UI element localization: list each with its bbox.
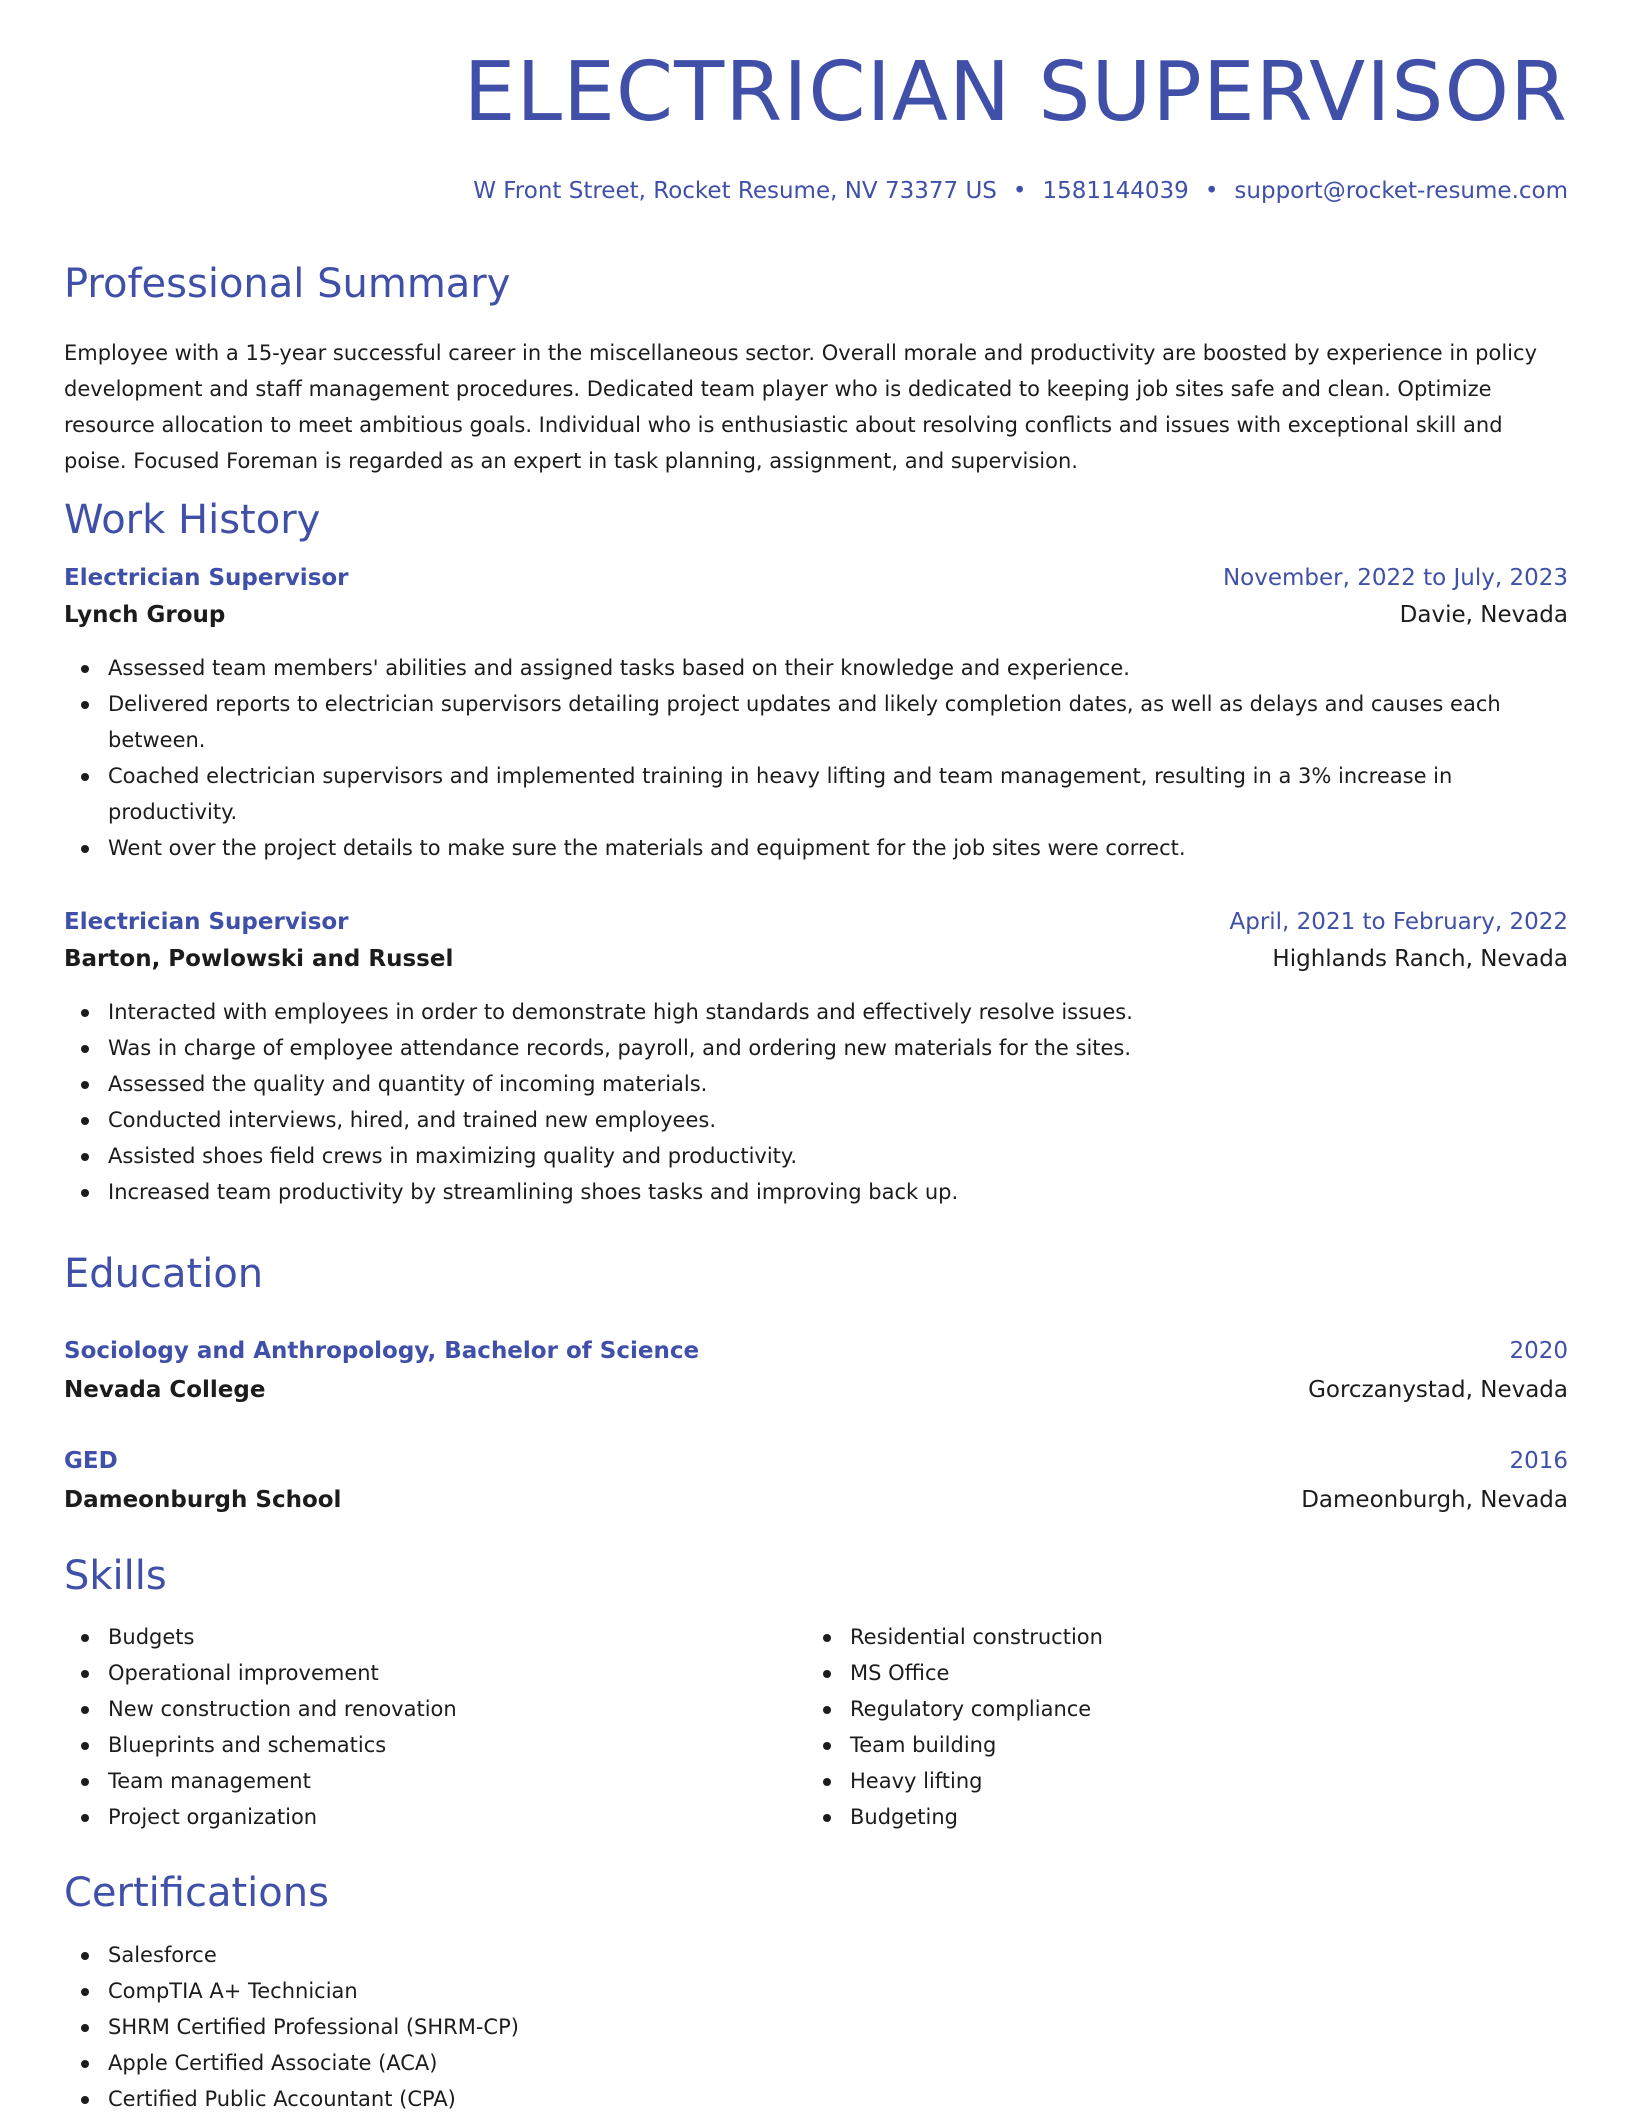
skills-list-left — [64, 1619, 764, 1835]
page-title: ELECTRICIAN SUPERVISOR — [463, 45, 1568, 140]
list-item: Residential construction — [806, 1619, 1506, 1655]
list-item: New construction and renovation — [64, 1691, 764, 1727]
list-item: Operational improvement — [64, 1655, 764, 1691]
list-item: Assessed team members' abilities and assigned tasks based on their knowledge and experience. — [64, 650, 1568, 686]
education-year: 2020 — [1509, 1338, 1568, 1364]
skills-heading: Skills — [64, 1553, 167, 1599]
list-item: Regulatory compliance — [806, 1691, 1506, 1727]
job-bullets — [64, 994, 1568, 1210]
list-item: Apple Certified Associate (ACA) — [64, 2045, 1568, 2081]
list-item: CompTIA A+ Technician — [64, 1973, 1568, 2009]
list-item: Interacted with employees in order to demonstrate high standards and effectively resolve issues. — [64, 994, 1568, 1030]
list-item: Budgeting — [806, 1799, 1506, 1835]
list-item: Increased team productivity by streamlining shoes tasks and improving back up. — [64, 1174, 1568, 1210]
education-year: 2016 — [1509, 1448, 1568, 1474]
certifications-heading: Certifications — [64, 1870, 329, 1916]
list-item: Went over the project details to make sure the materials and equipment for the job sites were correct. — [64, 830, 1568, 866]
summary-heading: Professional Summary — [64, 261, 511, 307]
list-item: Assisted shoes field crews in maximizing quality and productivity. — [64, 1138, 1568, 1174]
contact-address: W Front Street, Rocket Resume, NV 73377 US — [473, 178, 997, 204]
list-item: SHRM Certified Professional (SHRM-CP) — [64, 2009, 1568, 2045]
contact-line — [473, 180, 1568, 203]
list-item: Team management — [64, 1763, 764, 1799]
education-location: Gorczanystad, Nevada — [1308, 1377, 1568, 1403]
job-location: Davie, Nevada — [1399, 602, 1568, 628]
contact-phone: 1581144039 — [1042, 178, 1189, 204]
list-item: Team building — [806, 1727, 1506, 1763]
list-item: Assessed the quality and quantity of incoming materials. — [64, 1066, 1568, 1102]
job-title: Electrician Supervisor — [64, 909, 349, 935]
summary-text: Employee with a 15-year successful career in the miscellaneous sector. Overall morale and productivity are boosted by experience in policy development and staff management procedures. Dedicated team player who is dedicated to keeping job sites safe and clean. Optimize resource allocation to meet ambitious goals. Individual who is enthusiastic about resolving conflicts and issues with exceptional skill and poise. Focused Foreman is regarded as an expert in task planning, assignment, and supervision. — [64, 341, 1537, 473]
list-item: Certified Public Accountant (CPA) — [64, 2081, 1568, 2117]
list-item: MS Office — [806, 1655, 1506, 1691]
list-item: Was in charge of employee attendance records, payroll, and ordering new materials for the sites. — [64, 1030, 1568, 1066]
education-school: Dameonburgh School — [64, 1487, 342, 1513]
contact-separator: • — [1204, 178, 1219, 204]
education-degree: GED — [64, 1448, 118, 1474]
education-degree: Sociology and Anthropology, Bachelor of Science — [64, 1338, 700, 1364]
contact-separator: • — [1012, 178, 1027, 204]
list-item: Heavy lifting — [806, 1763, 1506, 1799]
list-item: Coached electrician supervisors and implemented training in heavy lifting and team management, resulting in a 3% increase in productivity. — [64, 758, 1568, 830]
education-school: Nevada College — [64, 1377, 266, 1403]
education-heading: Education — [64, 1251, 264, 1297]
work-history-heading: Work History — [64, 497, 321, 543]
list-item: Budgets — [64, 1619, 764, 1655]
job-title: Electrician Supervisor — [64, 565, 349, 591]
job-company: Lynch Group — [64, 602, 226, 628]
list-item: Blueprints and schematics — [64, 1727, 764, 1763]
skills-list-right — [806, 1619, 1506, 1835]
job-dates: November, 2022 to July, 2023 — [1222, 565, 1568, 591]
certifications-list — [64, 1937, 1568, 2117]
list-item: Project organization — [64, 1799, 764, 1835]
education-location: Dameonburgh, Nevada — [1301, 1487, 1568, 1513]
list-item: Conducted interviews, hired, and trained new employees. — [64, 1102, 1568, 1138]
list-item: Salesforce — [64, 1937, 1568, 1973]
contact-email: support@rocket-resume.com — [1234, 178, 1568, 204]
job-bullets — [64, 650, 1568, 866]
job-location: Highlands Ranch, Nevada — [1272, 946, 1568, 972]
list-item: Delivered reports to electrician supervisors detailing project updates and likely completion dates, as well as delays and causes each between. — [64, 686, 1568, 758]
job-company: Barton, Powlowski and Russel — [64, 946, 454, 972]
job-dates: April, 2021 to February, 2022 — [1229, 909, 1568, 935]
